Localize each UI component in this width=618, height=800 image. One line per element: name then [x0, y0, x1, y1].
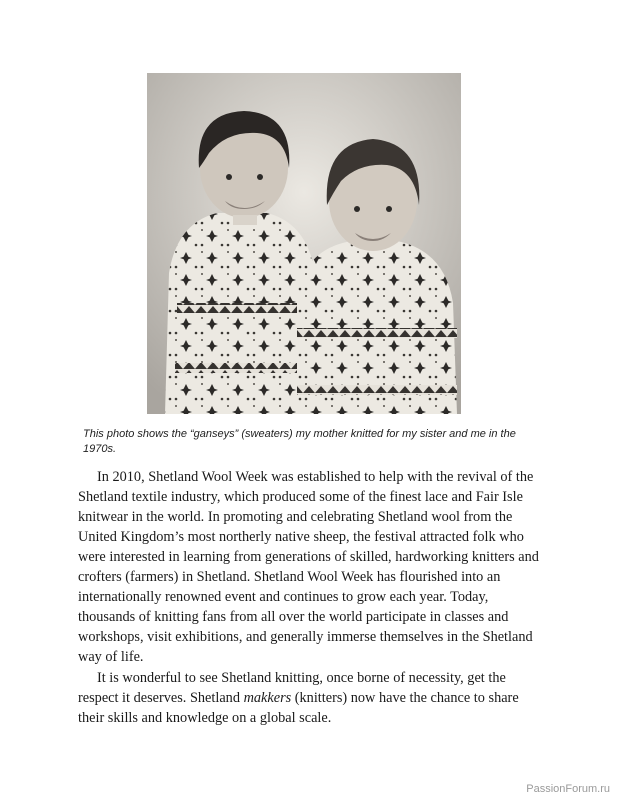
figure-photo [147, 73, 461, 414]
watermark: PassionForum.ru [526, 783, 610, 795]
paragraph [78, 668, 544, 728]
article-body [78, 467, 544, 729]
figure-caption: This photo shows the “ganseys” (sweaters) my mother knitted for my sister and me in the 1970s. [83, 428, 516, 455]
paragraph-text: It is wonderful to see Shetland knitting, once borne of necessity, get the respect it deserves. Shetland [78, 670, 506, 706]
italic-term: makkers [243, 690, 292, 706]
paragraph: In 2010, Shetland Wool Week was established to help with the revival of the Shetland textile industry, which produced some of the finest lace and Fair Isle knitwear in the world. In promoting and celebrating Shetland wool from the United Kingdom’s most northerly native sheep, the festival attracted folk who were interested in learning from generations of skilled, hardworking knitters and crofters (farmers) in Shetland. Shetland Wool Week has flourished into an internationally renowned event and continues to grow each year. Today, thousands of knitting fans from all over the world participate in classes and workshops, visit exhibitions, and generally immerse themselves in the Shetland way of life. [78, 469, 539, 665]
paragraph-text: (knitters) now have the chance to share their skills and knowledge on a global scale. [78, 690, 519, 726]
